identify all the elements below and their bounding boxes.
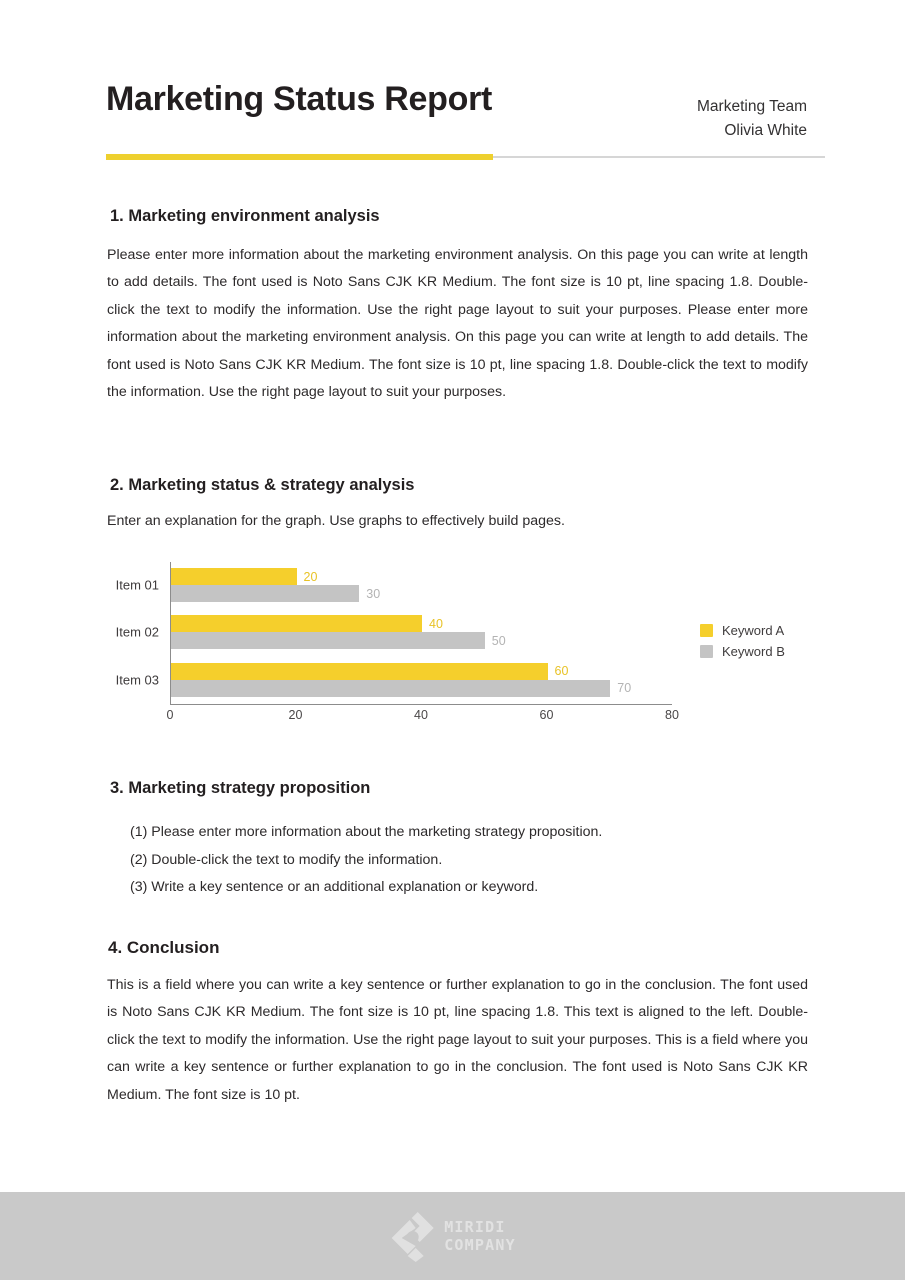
list-item: (3) Write a key sentence or an additional explanation or keyword. [130,879,539,896]
chart-category-label: Item 02 [115,624,159,640]
chart-x-tick: 40 [414,708,428,722]
chart-legend-swatch [700,645,713,658]
header-team: Marketing Team [697,98,807,115]
header-author: Olivia White [724,121,807,139]
list-item: (1) Please enter more information about the marketing strategy proposition. [130,824,603,840]
chart-bar-row [171,568,672,585]
chart-x-axis [170,704,672,705]
footer-logo [389,1210,516,1262]
footer-logo-line2: COMPANY [444,1236,516,1254]
section-4-body: This is a field where you can write a key sentence or further explanation to go in the conclusion. The font used is Noto Sans CJK KR Medium. The font size is 10 pt, line spacing 1.8. This text is aligned to the left. Double-click the text to modify the information. Use the right page layout to suit your purposes. This is a field where you can write a key sentence or further explanation to go in the conclusion. The font used is Noto Sans CJK KR Medium. The font size is 10 pt. [107,977,808,1103]
chart-legend-label: Keyword B [722,644,785,659]
section-1-heading: 1. Marketing environment analysis [110,207,380,225]
chart-legend [700,620,785,662]
chart-bar [171,632,485,649]
chart-bar [171,680,610,697]
chart-bar-row [171,585,672,602]
page-title: Marketing Status Report [106,80,493,118]
chart-bar [171,663,548,680]
section-2-heading: 2. Marketing status & strategy analysis [110,476,415,494]
document-footer [0,1192,905,1280]
chart-value-label: 20 [303,569,318,584]
chart-bar-row [171,663,672,680]
chart-plot-area [115,562,679,722]
header-divider-accent [106,154,493,160]
chart-bar-row [171,615,672,632]
chart-bar-group [115,615,672,649]
section-4-heading: 4. Conclusion [108,938,220,957]
chart-x-tick: 0 [166,708,174,722]
chart-legend-item [700,620,785,641]
chart-legend-label: Keyword A [722,623,785,638]
chart-x-tick: 60 [539,708,554,722]
chart-value-label: 40 [429,616,443,631]
chart-x-tick-labels [166,708,679,728]
chart-bar [171,615,422,632]
document-header [106,82,825,162]
chart-category-label: Item 03 [115,672,159,688]
chart-value-label: 30 [366,586,381,601]
chart-value-label: 50 [491,633,506,648]
miridi-logo-icon [389,1210,435,1262]
chart-value-label: 70 [617,681,632,696]
bar-chart [107,552,822,730]
chart-category-label: Item 01 [115,577,159,593]
header-meta [697,95,807,142]
footer-logo-line1: MIRIDI [444,1217,506,1236]
section-1-body: Please enter more information about the marketing environment analysis. On this page you can write at length to add details. The font used is Noto Sans CJK KR Medium. The font size is 10 pt, line spacing 1.8. Double-click the text to modify the information. Use the right page layout to suit your purposes. Please enter more information about the marketing environment analysis. On this page you can write at length to add details. The font used is Noto Sans CJK KR Medium. The font size is 10 pt, line spacing 1.8. Double-click the text to modify the information. Use the right page layout to suit your purposes. [107,247,808,401]
chart-legend-item [700,641,785,662]
chart-x-tick: 20 [288,708,303,722]
chart-bar [171,568,297,585]
section-3-list [130,819,790,902]
chart-legend-swatch [700,624,713,637]
section-2-lead: Enter an explanation for the graph. Use graphs to effectively build pages. [107,513,565,529]
section-3-heading: 3. Marketing strategy proposition [110,779,371,797]
chart-x-tick: 80 [665,708,679,722]
chart-bar-row [171,632,672,649]
chart-bar-group [115,568,672,602]
list-item: (2) Double-click the text to modify the information. [130,851,443,868]
header-divider [106,154,825,160]
footer-logo-text [444,1218,516,1255]
chart-bar-row [171,680,672,697]
chart-bar [171,585,359,602]
chart-bar-group [115,663,672,697]
chart-value-label: 60 [554,664,569,679]
